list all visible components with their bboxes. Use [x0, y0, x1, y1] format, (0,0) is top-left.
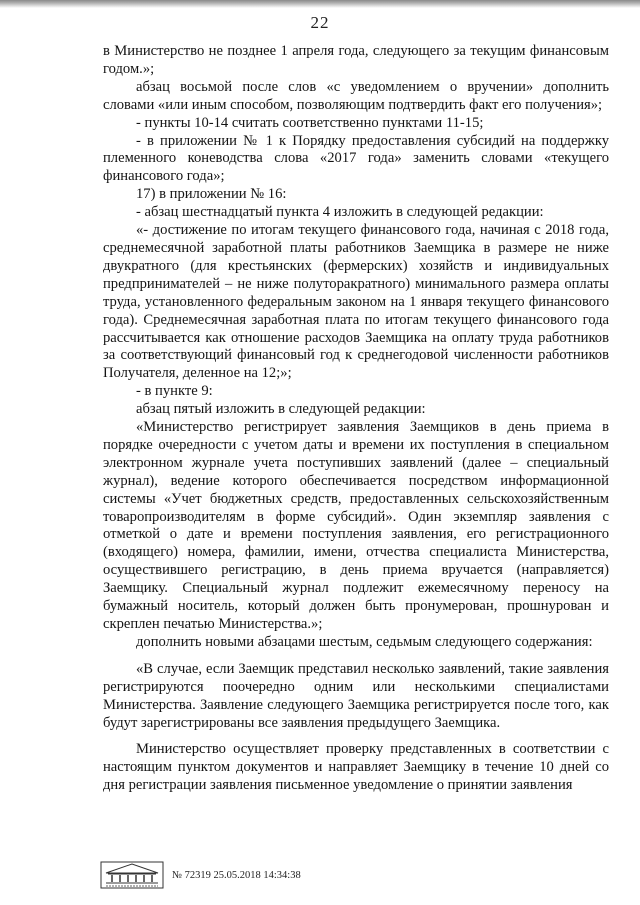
paragraph-7: «- достижение по итогам текущего финансового года, начиная с 2018 года, среднемесячной заработной платы работников Заемщика в размере не ниже двукратного (для крестьянских (фермерских) хозяйств и индивидуальных предпринимателей – не ниже полуторакратного) минимального размера оплаты труда, установленного федеральным законом на 1 января текущего финансового года). Среднемесячная заработная плата по итогам текущего финансового года рассчитывается как отношение расходов Заемщика на оплату труда работников за соответствующий финансовый год к среднегодовой численности работников Получателя, деленное на 12;»;: [103, 222, 609, 382]
government-building-stamp-icon: [100, 861, 164, 889]
paragraph-6: - абзац шестнадцатый пункта 4 изложить в следующей редакции:: [136, 204, 544, 221]
paragraph-13: Министерство осуществляет проверку представленных в соответствии с настоящим пунктом документов и направляет Заемщику в течение 10 дней со дня регистрации заявления письменное уведомление о принятии заявления: [103, 741, 609, 794]
paragraph-3: - пункты 10-14 считать соответственно пунктами 11-15;: [136, 114, 484, 131]
registration-number: № 72319 25.05.2018 14:34:38: [172, 870, 301, 881]
paragraph-2: абзац восьмой после слов «с уведомлением о вручении» дополнить словами «или иным способом, позволяющим подтвердить факт его получения»;: [103, 78, 609, 113]
paragraph-12: «В случае, если Заемщик представил несколько заявлений, такие заявления регистрируются поочередно одним или несколькими специалистами Министерства. Заявление следующего Заемщика регистрируется после того, как будут зарегистрированы все заявления предыдущего Заемщика.: [103, 660, 609, 731]
page-number: 22: [310, 13, 330, 32]
scan-edge-shadow: [0, 0, 640, 8]
paragraph-1: в Министерство не позднее 1 апреля года, следующего за текущим финансовым годом.»;: [103, 43, 609, 77]
paragraph-4: - в приложении № 1 к Порядку предоставления субсидий на поддержку племенного коневодства слова «2017 года» заменить словами «текущего финансового года»;: [103, 132, 609, 185]
paragraph-5: 17) в приложении № 16:: [136, 186, 287, 203]
paragraph-8: - в пункте 9:: [136, 383, 213, 400]
paragraph-9: абзац пятый изложить в следующей редакции:: [136, 401, 426, 418]
document-body: [103, 43, 609, 795]
footer: [100, 861, 400, 891]
paragraph-10: «Министерство регистрирует заявления Заемщиков в день приема в порядке очередности с учетом даты и времени их поступления в специальном электронном журнале учета поступивших заявлений (далее – специальный журнал), ведение которого обеспечивается посредством информационной системы «Учет бюджетных средств, предоставленных сельскохозяйственным товаропроизводителям в форме субсидий». Один экземпляр заявления с отметкой о дате и времени поступления заявления, его регистрационного (входящего) номера, фамилии, имени, отчества специалиста Министерства, осуществившего регистрацию, в день приема вручается (направляется) Заемщику. Специальный журнал подлежит ежемесячному переносу на бумажный носитель, который должен быть пронумерован, прошнурован и скреплен печатью Министерства.»;: [103, 419, 609, 632]
paragraph-11: дополнить новыми абзацами шестым, седьмым следующего содержания:: [136, 633, 593, 650]
